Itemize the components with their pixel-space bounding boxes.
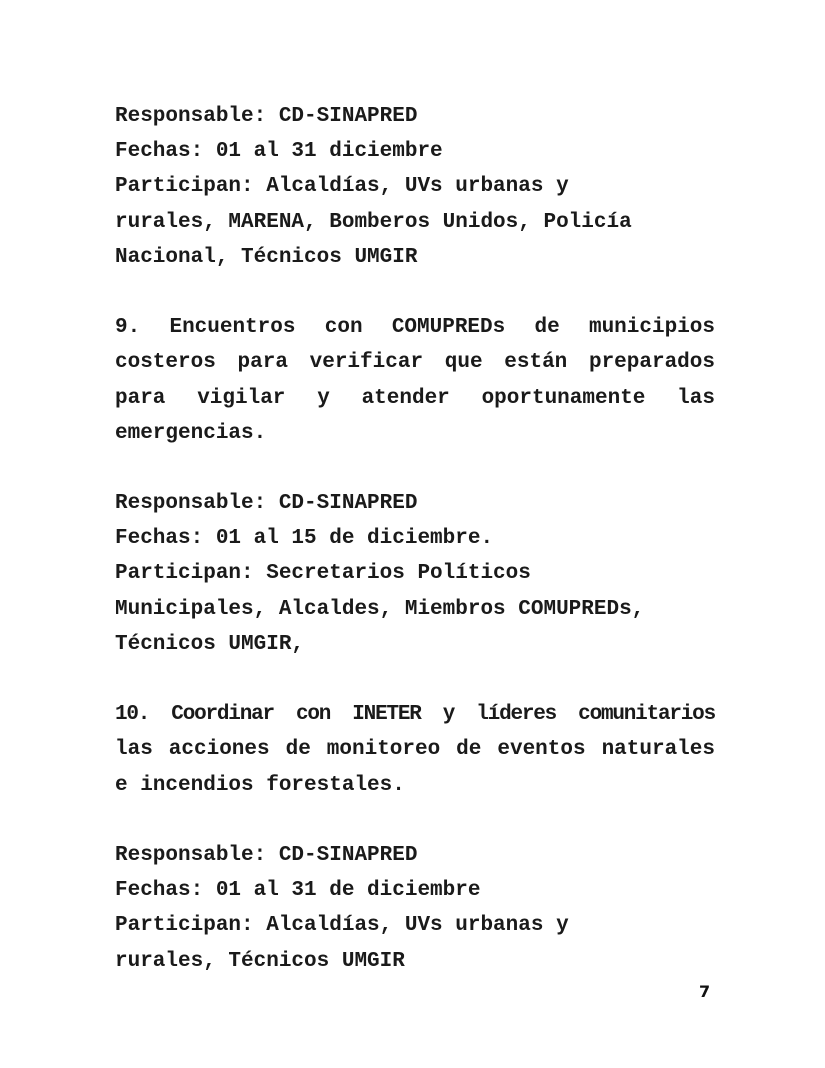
item-9: [115, 310, 715, 451]
item-text-line: 9. Encuentros con COMUPREDs de municipios: [115, 316, 715, 340]
participan-line: Nacional, Técnicos UMGIR: [115, 245, 418, 269]
item-text-line: costeros para verificar que están preparados: [115, 351, 715, 375]
participan-line: Participan: Alcaldías, UVs urbanas y: [115, 175, 569, 199]
item-text-line: emergencias.: [115, 421, 267, 445]
item-text-line: las acciones de monitoreo de eventos naturales: [115, 738, 715, 762]
participan-line: rurales, MARENA, Bomberos Unidos, Policía: [115, 210, 632, 234]
item-text-line: e incendios forestales.: [115, 773, 405, 797]
document-page: [115, 99, 715, 979]
meta-block-3: [115, 838, 715, 979]
participan-line: Participan: Alcaldías, UVs urbanas y: [115, 914, 569, 938]
participan-line: Técnicos UMGIR,: [115, 632, 305, 656]
participan-line: rurales, Técnicos UMGIR: [115, 949, 405, 973]
responsable-line: Responsable: CD-SINAPRED: [115, 105, 418, 128]
page-number: 7: [699, 982, 711, 1001]
responsable-line: Responsable: CD-SINAPRED: [115, 843, 418, 867]
meta-block-1: [115, 99, 715, 275]
item-text-line: para vigilar y atender oportunamente las: [115, 386, 715, 410]
responsable-line: Responsable: CD-SINAPRED: [115, 492, 418, 516]
participan-line: Participan: Secretarios Políticos: [115, 562, 531, 586]
meta-block-2: [115, 486, 715, 662]
participan-line: Municipales, Alcaldes, Miembros COMUPREDs,: [115, 597, 645, 621]
fechas-line: Fechas: 01 al 31 de diciembre: [115, 879, 481, 903]
fechas-line: Fechas: 01 al 31 diciembre: [115, 140, 443, 164]
item-10: [115, 697, 715, 803]
item-text-line: 10. Coordinar con INETER y líderes comunitarios: [115, 703, 715, 727]
fechas-line: Fechas: 01 al 15 de diciembre.: [115, 527, 494, 551]
